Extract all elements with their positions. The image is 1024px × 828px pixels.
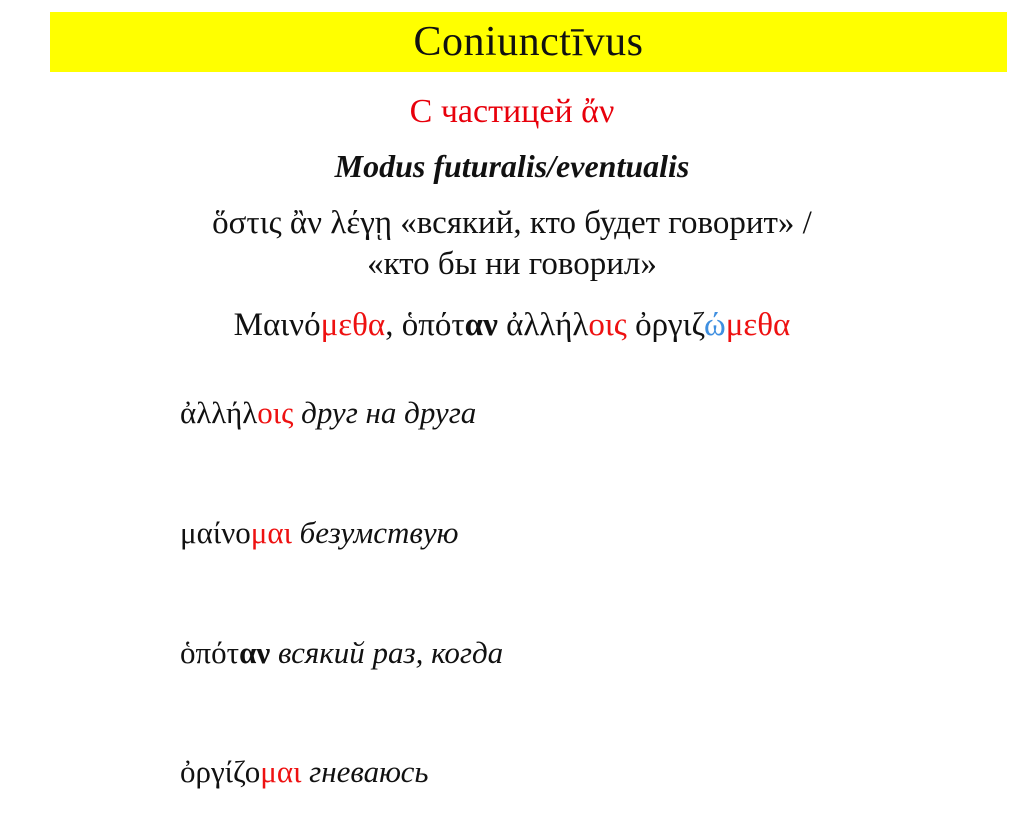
page-title: Coniunctīvus — [413, 19, 644, 65]
example-two-part7: ὀργιζ — [626, 306, 704, 343]
example-one-line — [0, 204, 1024, 243]
gloss-list — [0, 359, 1024, 828]
gloss-greek-red: οις — [257, 395, 294, 431]
list-item — [118, 478, 1024, 588]
subtitle-line — [0, 92, 1024, 132]
gloss-greek-black: μαίνο — [180, 514, 251, 550]
gloss-greek-bold: αν — [239, 634, 271, 670]
example-two-part4: αν — [464, 306, 498, 343]
subtitle-prefix: С частицей — [409, 93, 582, 130]
title-banner — [50, 12, 1007, 72]
slide-body — [0, 86, 1024, 828]
gloss-greek-red: μαι — [250, 514, 292, 550]
gloss-russian: друг на друга — [293, 395, 477, 431]
modus-line: Modus futuralis/eventualis — [334, 148, 690, 185]
example-two-part9: μεθα — [725, 306, 791, 343]
gloss-greek-black: ὀργίζο — [180, 754, 261, 790]
gloss-greek-red: μαι — [260, 754, 302, 790]
example-one-greek: ὅστις ἂν λέγῃ — [212, 204, 401, 241]
example-two-part3: , ὁπότ — [385, 306, 465, 343]
example-two-part5: ἀλλήλ — [497, 306, 589, 343]
example-two-line — [0, 306, 1024, 345]
example-one-translation: «всякий, кто будет говорит» / — [400, 204, 812, 241]
list-item — [118, 598, 1024, 708]
subtitle-greek-particle: ἄν — [581, 93, 615, 130]
example-two-part1: Μαινό — [233, 306, 321, 343]
gloss-russian: гневаюсь — [301, 754, 429, 790]
list-item — [118, 718, 1024, 828]
example-two-part8: ώ — [703, 306, 726, 343]
gloss-greek-black: ἀλλήλ — [180, 395, 258, 431]
example-two-part6: οις — [588, 306, 627, 343]
gloss-greek-black: ὁπότ — [180, 634, 240, 670]
example-one-translation-second: «кто бы ни говорил» — [367, 245, 657, 282]
gloss-russian: безумствую — [291, 514, 459, 550]
gloss-russian: всякий раз, когда — [270, 634, 504, 670]
list-item — [118, 359, 1024, 469]
example-two-part2: μεθα — [320, 306, 386, 343]
